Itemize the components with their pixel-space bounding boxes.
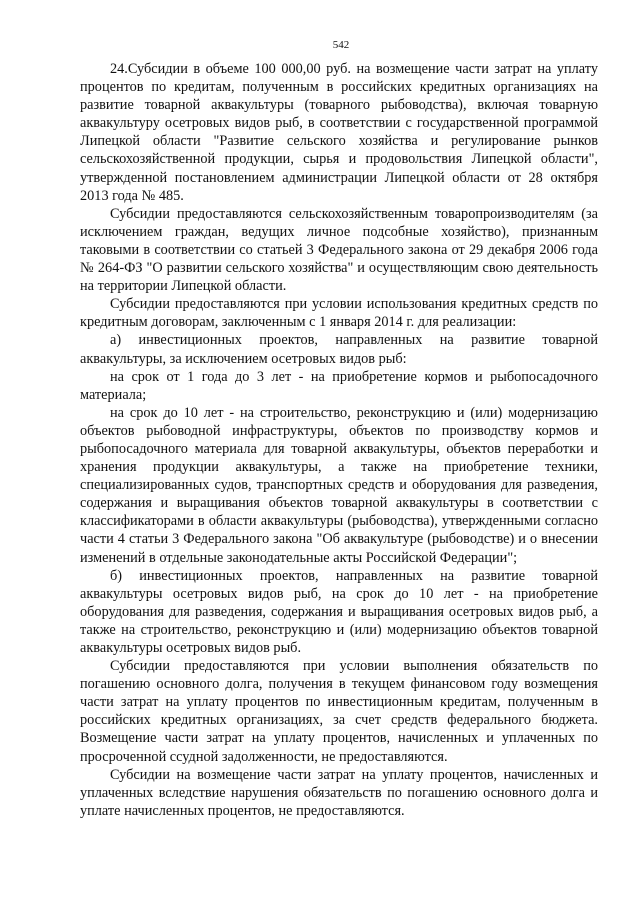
paragraph-term-10-years: на срок до 10 лет - на строительство, реконструкцию и (или) модернизацию объектов рыбоводной инфраструктуры, объектов по производству кормов и рыбопосадочного материала для товарной аквакультуры, объектов переработки и хранения продукции аквакультуры, а также на приобретение техники, специализированных судов, транспортных средств и оборудования для разведения, содержания и выращивания объектов товарной аквакультуры в соответствии с классификаторами в области аквакультуры (рыбоводства), утвержденными согласно части 4 статьи 3 Федерального закона "Об аквакультуре (рыбоводстве) и о внесении изменений в отдельные законодательные акты Российской Федерации"; [80, 404, 598, 566]
paragraph-credit-conditions: Субсидии предоставляются при условии использования кредитных средств по кредитным договорам, заключенным с 1 января 2014 г. для реализации: [80, 296, 598, 331]
paragraph-term-1-3-years: на срок от 1 года до 3 лет - на приобретение кормов и рыбопосадочного материала; [80, 368, 598, 403]
page-number: 542 [332, 39, 350, 51]
paragraph-subsidy-24: 24.Субсидии в объеме 100 000,00 руб. на возмещение части затрат на уплату процентов по кредитам, полученным в российских кредитных организациях на развитие товарной аквакультуры (товарного рыбоводства), включая товарную аквакультуру осетровых видов рыб, в соответствии с государственной программой Липецкой области "Развитие сельского хозяйства и регулирование рынков сельскохозяйственной продукции, сырья и продовольствия Липецкой области", утвержденной постановлением администрации Липецкой области от 28 октября 2013 года № 485. [80, 61, 598, 204]
paragraph-penalty-interest: Субсидии на возмещение части затрат на уплату процентов, начисленных и уплаченных вследствие нарушения обязательств по погашению основного долга и уплате начисленных процентов, не предоставляются. [80, 766, 598, 819]
paragraph-debt-obligations: Субсидии предоставляются при условии выполнения обязательств по погашению основного долга, получения в текущем финансовом году возмещения части затрат на уплату процентов по инвестиционным кредитам, полученным в российских кредитных организациях, за счет средств федерального бюджета. Возмещение части затрат на уплату процентов, начисленных и уплаченных по просроченной ссудной задолженности, не предоставляются. [80, 658, 598, 765]
paragraph-item-a: а) инвестиционных проектов, направленных на развитие товарной аквакультуры, за исключением осетровых видов рыб: [80, 332, 598, 367]
paragraph-item-b: б) инвестиционных проектов, направленных на развитие товарной аквакультуры осетровых видов рыб, на срок до 10 лет - на приобретение оборудования для разведения, содержания и выращивания осетровых видов рыб, а также на строительство, реконструкцию и (или) модернизацию объектов товарной аквакультуры осетровых видов рыб. [80, 567, 598, 656]
paragraph-recipients: Субсидии предоставляются сельскохозяйственным товаропроизводителям (за исключением граждан, ведущих личное подсобные хозяйство), признанным таковыми в соответствии со статьей 3 Федерального закона от 29 декабря 2006 года № 264-ФЗ "О развитии сельского хозяйства" и осуществляющим свою деятельность на территории Липецкой области. [80, 205, 598, 295]
